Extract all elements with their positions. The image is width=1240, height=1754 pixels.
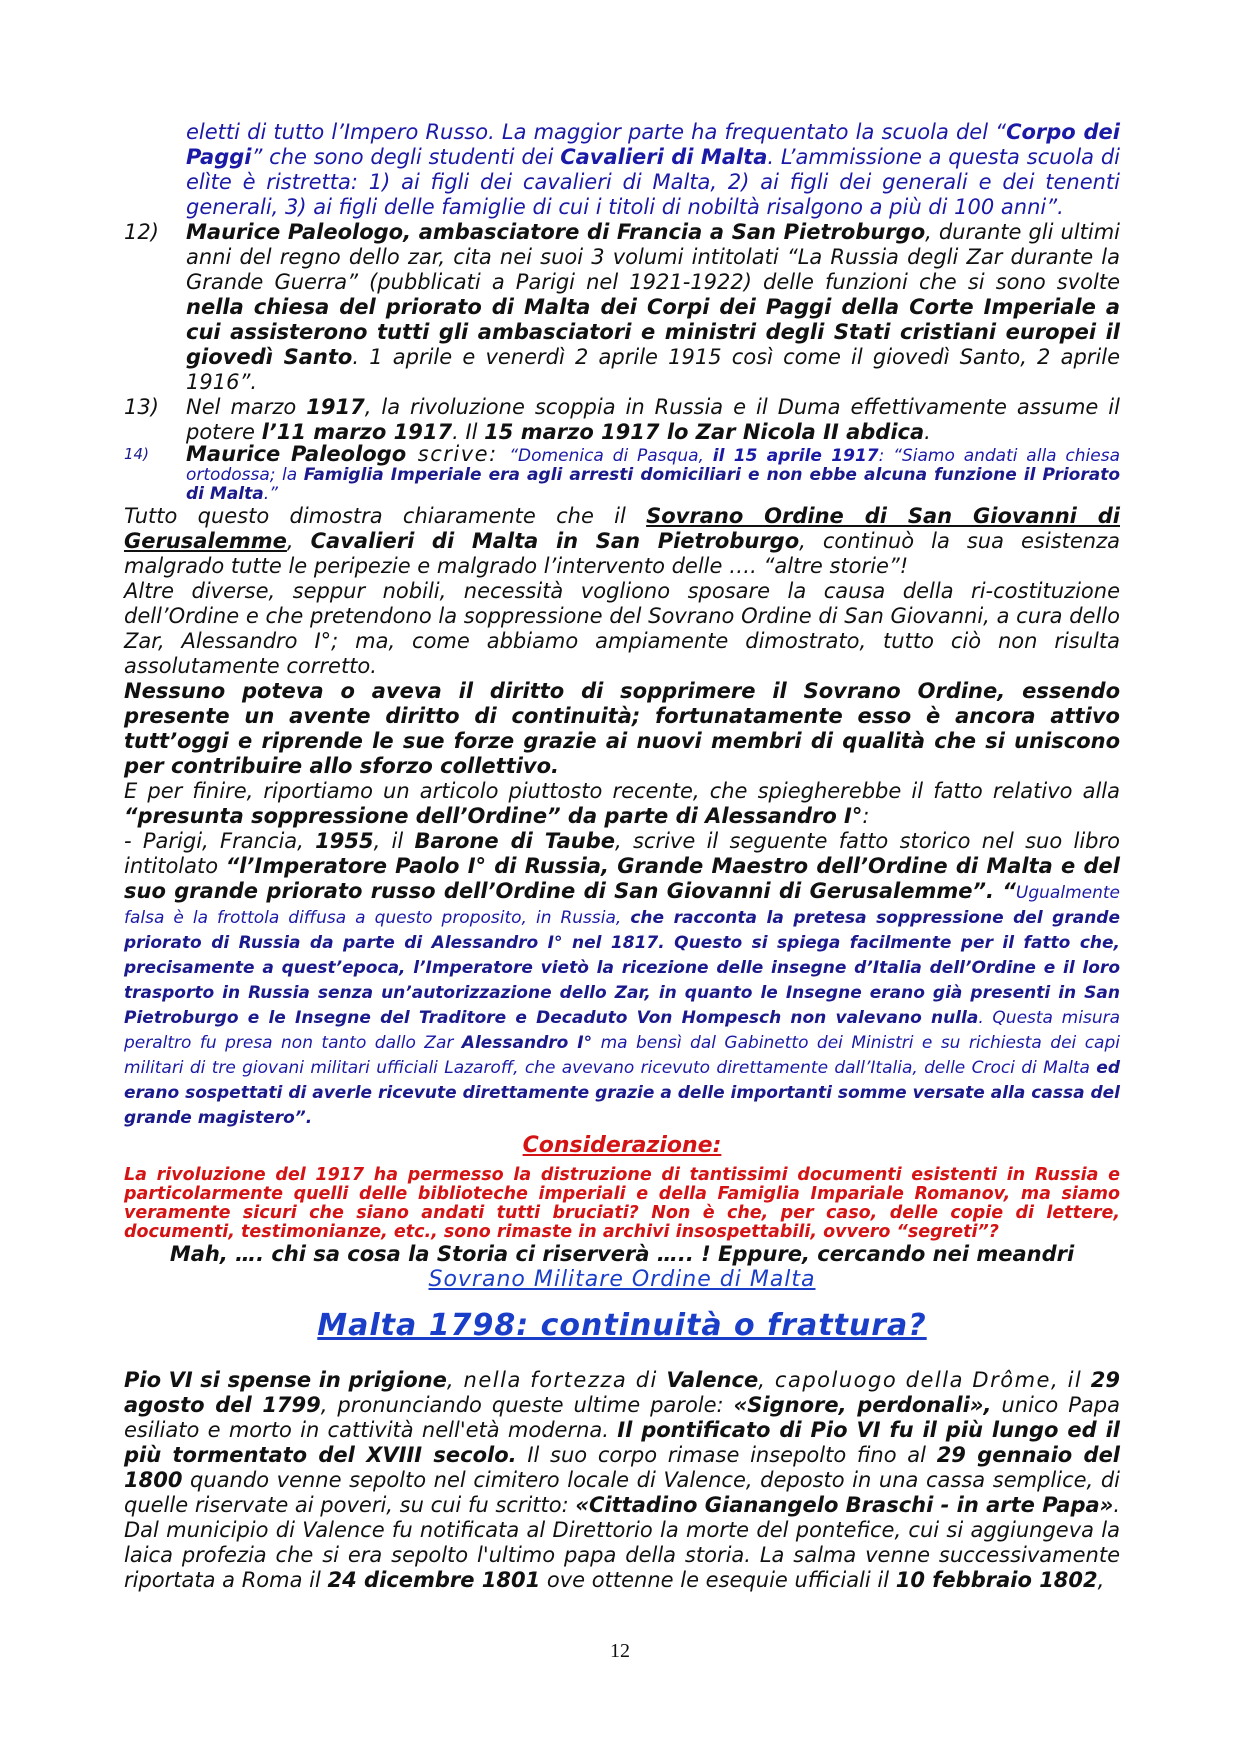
text-fragment: , (286, 529, 311, 553)
text-fragment: , durante gli ultimi anni del regno dello zar, cita nei suoi 3 volumi intitolati “La Russia degli Zar durante la Grande Guerra” (pubblicati a Parigi nel 1921-1922) delle funzioni che si sono svolte (186, 220, 1120, 294)
bold-term: 24 dicembre 1801 (327, 1568, 541, 1592)
text-fragment: scrive: (406, 442, 510, 466)
bold-term: “l’Imperatore Paolo I° di Russia, Grande Maestro dell’Ordine di Malta e del suo grande priorato russo dell’Ordine di San Giovanni di Gerusalemme”. “ (124, 854, 1120, 903)
text-fragment: , continuò la sua esistenza malgrado tutte le peripezie e malgrado l’intervento delle …. “altre storie”! (124, 529, 1121, 578)
considerazione-text: La rivoluzione del 1917 ha permesso la distruzione di tantissimi documenti esistenti in Russia e particolarmente quelli delle biblioteche imperiali e della Famiglia Impariale Romanov, ma siamo veramente sicuri che siano andati tutti bruciati? Non è che, per caso, delle copie di lettere, documenti, testimonianze, etc., sono rimaste in archivi insospettabili, ovvero “segreti”? (124, 1165, 1120, 1242)
bold-term: Famiglia Imperiale era agli arresti domiciliari e non ebbe alcuna funzione il Priorato di Malta (186, 465, 1120, 504)
text-fragment: ” che sono degli studenti dei (251, 145, 561, 169)
text-fragment: Tutto questo dimostra chiaramente che il (124, 504, 647, 528)
bold-term: 1917 (306, 395, 365, 419)
bold-term: Cavalieri di Malta in San Pietroburgo (310, 529, 800, 553)
paragraph-finire (124, 779, 1120, 829)
bold-term: 1955 (315, 829, 374, 853)
bold-term: Sovrano Ordine di San Giovanni di Gerusalemme (124, 504, 1120, 553)
paragraph-parigi (124, 829, 1120, 1129)
considerazione-title: Considerazione: (522, 1133, 722, 1158)
list-item-12 (124, 220, 1120, 395)
text-fragment: : “Siamo andati alla chiesa ortodossa; la (186, 446, 1120, 485)
text-fragment: - Parigi, Francia, (124, 829, 316, 853)
paragraph-tutto (124, 504, 1120, 579)
text-fragment: E per finire, riportiamo un articolo piuttosto recente, che spiegherebbe il fatto relativo alla (124, 779, 1120, 803)
paragraph-continued-quote (124, 120, 1120, 220)
list-number: 12) (124, 220, 159, 244)
text-fragment: Nel marzo (186, 395, 307, 419)
list-item-14 (124, 442, 1120, 504)
text-fragment: Ugualmente falsa è la frottola diffusa a questo proposito, in Russia, (124, 883, 1120, 928)
order-link-line (124, 1267, 1120, 1292)
bold-term: Barone di Taube (414, 829, 615, 853)
text-fragment: , pronunciando queste ultime parole: (320, 1393, 734, 1417)
text-fragment: , nella fortezza di (446, 1368, 667, 1392)
bold-term: «Signore, perdonali», (733, 1393, 992, 1417)
text-fragment: “ (995, 120, 1007, 144)
bold-term: che racconta la pretesa soppressione del grande priorato di Russia da parte di Alessandro I° nel 1817. Questo si spiega facilmente per il fatto che, precisamente a quest’epoca, l’Imperatore vietò la ricezione delle insegne d’Italia dell’Ordine e il loro trasporto in Russia senza un’autorizzazione dello Zar, in quanto le Insegne erano già presenti in San Pietroburgo e le Insegne del Traditore e Decaduto Von Hompesch non valevano nulla (124, 908, 1121, 1028)
bold-term: l’11 marzo 1917 (261, 420, 453, 444)
bold-term: Maurice Paleologo, ambasciatore di Francia a San Pietroburgo (186, 220, 926, 244)
text-fragment: ma bensì dal Gabinetto dei Ministri e su richiesta dei capi militari di tre giovani militari ufficiali Lazaroff, che avevano ricevuto direttamente dall’Italia, delle Croci di Malta (124, 1033, 1120, 1078)
bold-term: Il pontificato di Pio VI fu il più lungo ed il più tormentato del XVIII secolo. (124, 1418, 1120, 1467)
bold-term: 29 agosto del 1799 (124, 1368, 1120, 1417)
bold-term: Valence (666, 1368, 759, 1392)
text-fragment: ove ottenne le esequie ufficiali il (540, 1568, 896, 1592)
bold-term: «Cittadino Gianangelo Braschi - in arte Papa» (575, 1493, 1114, 1517)
bold-term: Alessandro I° (461, 1033, 593, 1053)
list-number: 14) (124, 445, 149, 463)
bold-term: Maurice Paleologo (186, 442, 407, 466)
text-fragment: . L’ammissione a questa scuola di elìte è ristretta: 1) ai figli dei cavalieri di Malta, 2) ai figli dei generali e dei tenenti generali, 3) ai figli delle famiglie di cui i titoli di nobiltà risalgono a più di 100 anni”. (186, 145, 1120, 219)
order-link[interactable]: Sovrano Militare Ordine di Malta (428, 1267, 816, 1292)
text-fragment: eletti di tutto l’Impero Russo. La maggior parte ha frequentato la scuola del (186, 120, 989, 144)
bold-term: 10 febbraio 1802 (895, 1568, 1098, 1592)
bold-term: nella chiesa del priorato di Malta dei Corpi dei Paggi della Corte Imperiale a cui assisterono tutti gli ambasciatori e ministri degli Stati cristiani europei il giovedì Santo (186, 295, 1120, 369)
paragraph-altre: Altre diverse, seppur nobili, necessità vogliono sposare la causa della ri-costituzione dell’Ordine e che pretendono la soppressione del Sovrano Ordine di San Giovanni, a cura dello Zar, Alessandro I°; ma, come abbiamo ampiamente dimostrato, tutto ciò non risulta assolutamente corretto. (124, 579, 1120, 678)
paragraph-nessuno: Nessuno poteva o aveva il diritto di sopprimere il Sovrano Ordine, essendo presente un avente diritto di continuità; fortunatamente esso è ancora attivo tutt’oggi e riprende le sue forze grazie ai nuovi membri di qualità che si uniscono per contribuire allo sforzo collettivo. (124, 679, 1120, 778)
bold-term: ed erano sospettati di averle ricevute direttamente grazie a delle importanti somme versate alla cassa del grande magistero”. (124, 1058, 1120, 1128)
bold-term: Cavalieri di Malta (560, 145, 768, 169)
text-fragment: , il (373, 829, 415, 853)
text-fragment: , (1097, 1568, 1105, 1592)
bold-term: “presunta soppressione dell’Ordine” da parte di Alessandro I° (124, 804, 863, 828)
text-fragment: . Dal municipio di Valence fu notificata al Direttorio la morte del pontefice, cui si aggiungeva la laica profezia che si era sepolto l'ultimo papa della storia. La salma venne successivamente riportata a Roma il (124, 1493, 1120, 1592)
bold-term: 29 gennaio del 1800 (124, 1443, 1121, 1492)
bold-term: 15 marzo 1917 lo Zar Nicola II abdica (484, 420, 925, 444)
list-number: 13) (124, 395, 159, 419)
text-fragment: . Questa misura peraltro fu presa non tanto dallo Zar (124, 1008, 1120, 1053)
text-fragment: Il suo corpo rimase insepolto fino al (516, 1443, 937, 1467)
bold-term: il 15 aprile 1917 (712, 446, 879, 466)
section-heading: Malta 1798: continuità o frattura? (317, 1308, 927, 1343)
list-item-13 (124, 395, 1120, 445)
text-fragment: unico Papa esiliato e morto in cattività nell'età moderna. (124, 1393, 1120, 1442)
text-fragment: quando venne sepolto nel cimitero locale di Valence, deposto in una cassa semplice, di quelle riservate ai poveri, su cui fu scritto: (124, 1468, 1120, 1517)
text-fragment: . 1 aprile e venerdì 2 aprile 1915 così come il giovedì Santo, 2 aprile 1916”. (186, 345, 1121, 394)
text-fragment: . (924, 420, 931, 444)
text-fragment: , la rivoluzione scoppia in Russia e il Duma effettivamente assume il potere (186, 395, 1120, 444)
text-fragment: “Domenica di Pasqua, (509, 446, 713, 466)
text-fragment: .” (263, 484, 278, 504)
bold-term: Pio VI si spense in prigione (124, 1368, 447, 1392)
text-fragment: . Il (452, 420, 485, 444)
text-fragment: , scrive il seguente fatto storico nel suo libro intitolato (124, 829, 1120, 878)
text-fragment: : (862, 804, 870, 828)
text-fragment: , capoluogo della Drôme, il (758, 1368, 1091, 1392)
text-column (124, 120, 1120, 1593)
bold-term: Corpo dei Paggi (186, 120, 1120, 169)
paragraph-pio (124, 1368, 1120, 1593)
page-number: 12 (610, 1640, 630, 1662)
closing-line: Mah, …. chi sa cosa la Storia ci riserverà ….. ! Eppure, cercando nei meandri (169, 1242, 1075, 1266)
